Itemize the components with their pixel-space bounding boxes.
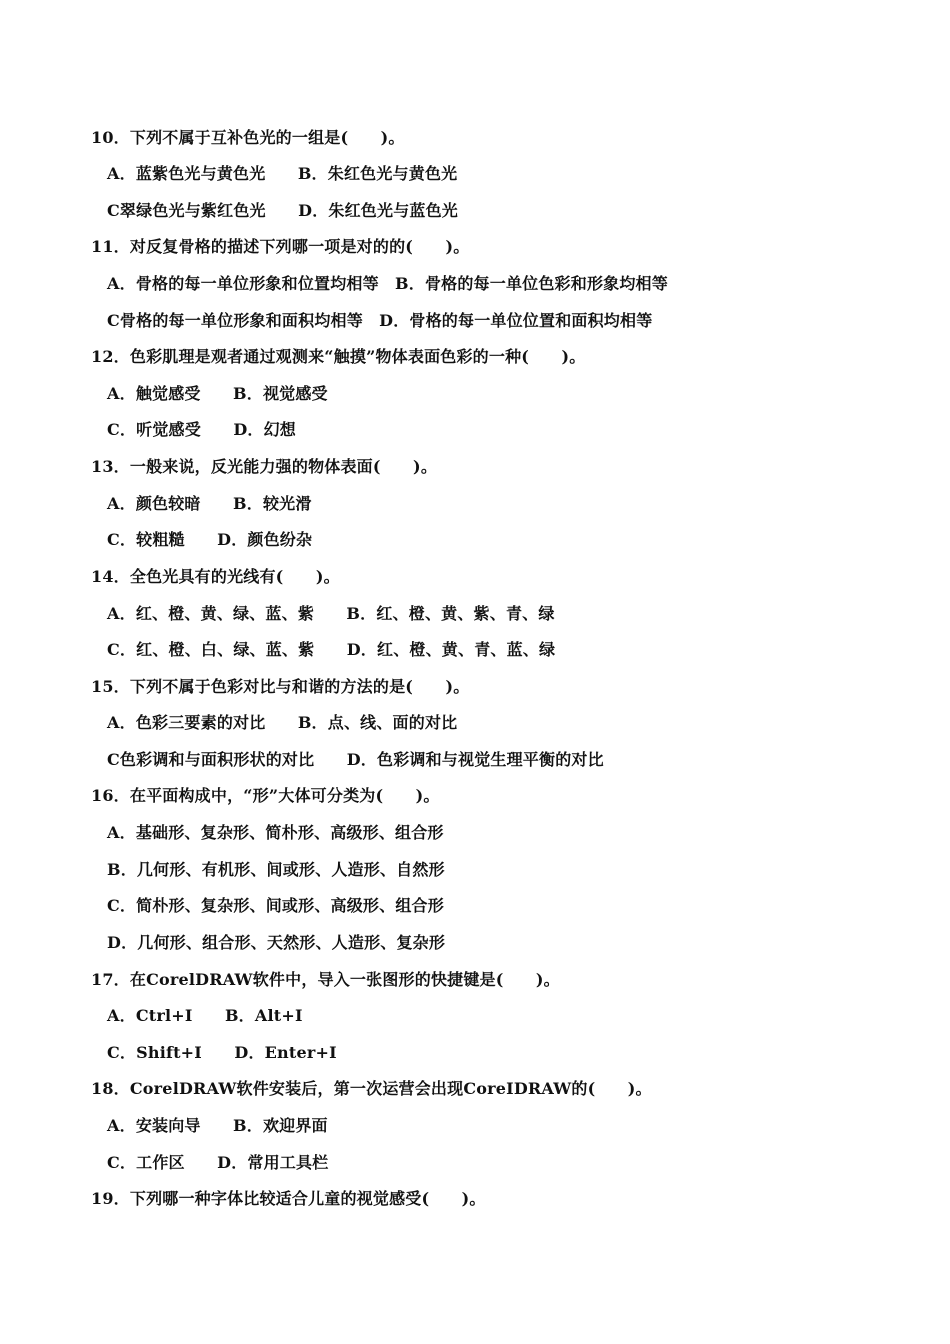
option-line: C．简朴形、复杂形、间或形、高级形、组合形 — [107, 896, 444, 915]
question-number: 19． — [91, 1189, 130, 1208]
question-15 — [91, 677, 469, 697]
option-line: D．几何形、组合形、天然形、人造形、复杂形 — [107, 933, 446, 952]
question-text: 下列不属于互补色光的一组是( )。 — [129, 128, 405, 147]
question-number: 11． — [91, 237, 130, 256]
option-line: C色彩调和与面积形状的对比 D．色彩调和与视觉生理平衡的对比 — [107, 750, 604, 769]
question-number: 16． — [91, 786, 130, 805]
option-line: B．几何形、有机形、间或形、人造形、自然形 — [107, 860, 445, 879]
question-number: 18． — [91, 1079, 130, 1098]
question-18 — [91, 1079, 652, 1099]
question-number: 14． — [91, 567, 130, 586]
question-text: 下列不属于色彩对比与和谐的方法的是( )。 — [129, 677, 470, 696]
option-line: A．色彩三要素的对比 B．点、线、面的对比 — [107, 713, 458, 732]
question-number: 17． — [91, 970, 130, 989]
option-line: C．Shift+I D．Enter+I — [107, 1043, 337, 1062]
option-line: C．工作区 D．常用工具栏 — [107, 1153, 329, 1172]
question-13 — [91, 457, 437, 477]
option-line: A．颜色较暗 B．较光滑 — [107, 494, 312, 513]
option-line: C翠绿色光与紫红色光 D．朱红色光与蓝色光 — [107, 201, 459, 220]
question-14 — [91, 567, 340, 587]
option-line: A．基础形、复杂形、简朴形、高级形、组合形 — [107, 823, 444, 842]
option-line: A．Ctrl+I B．Alt+I — [107, 1006, 303, 1025]
question-number: 13． — [91, 457, 130, 476]
question-text: 在平面构成中，“形”大体可分类为( )。 — [129, 786, 440, 805]
option-line: A．红、橙、黄、绿、蓝、紫 B．红、橙、黄、紫、青、绿 — [107, 604, 555, 623]
question-16 — [91, 786, 440, 806]
question-number: 10． — [91, 128, 130, 147]
question-19 — [91, 1189, 486, 1209]
option-line: A．触觉感受 B．视觉感受 — [107, 384, 328, 403]
question-11 — [91, 237, 469, 257]
question-text: 在CorelDRAW软件中，导入一张图形的快捷键是( )。 — [129, 970, 560, 989]
question-text: 色彩肌理是观者通过观测来“触摸”物体表面色彩的一种( )。 — [129, 347, 586, 366]
question-text: 一般来说，反光能力强的物体表面( )。 — [129, 457, 438, 476]
option-line: C骨格的每一单位形象和面积均相等 D．骨格的每一单位位置和面积均相等 — [107, 311, 653, 330]
question-text: 下列哪一种字体比较适合儿童的视觉感受( )。 — [129, 1189, 486, 1208]
option-line: A．安装向导 B．欢迎界面 — [107, 1116, 328, 1135]
question-number: 12． — [91, 347, 130, 366]
question-12 — [91, 347, 585, 367]
option-line: C．较粗糙 D．颜色纷杂 — [107, 530, 313, 549]
question-text: CorelDRAW软件安装后，第一次运营会出现CoreIDRAW的( )。 — [129, 1079, 652, 1098]
question-number: 15． — [91, 677, 130, 696]
question-text: 全色光具有的光线有( )。 — [129, 567, 340, 586]
option-line: A．蓝紫色光与黄色光 B．朱红色光与黄色光 — [107, 164, 458, 183]
question-text: 对反复骨格的描述下列哪一项是对的的( )。 — [129, 237, 470, 256]
option-line: C．红、橙、白、绿、蓝、紫 D．红、橙、黄、青、蓝、绿 — [107, 640, 556, 659]
question-10 — [91, 128, 405, 148]
option-line: A．骨格的每一单位形象和位置均相等 B．骨格的每一单位色彩和形象均相等 — [107, 274, 668, 293]
question-17 — [91, 970, 560, 990]
option-line: C．听觉感受 D．幻想 — [107, 420, 297, 439]
